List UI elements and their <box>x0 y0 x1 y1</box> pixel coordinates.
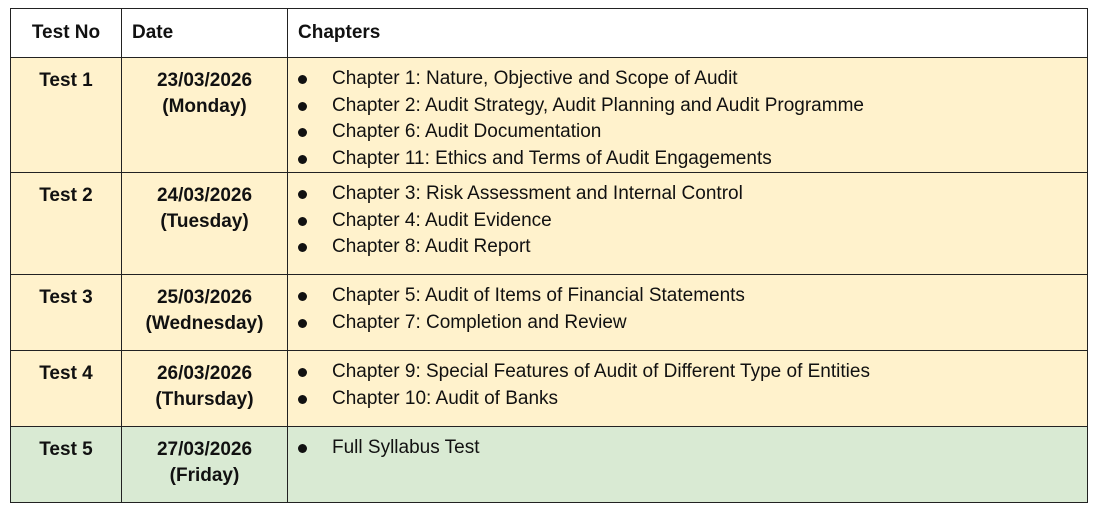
chapters-cell <box>288 173 1088 275</box>
chapter-item: Chapter 3: Risk Assessment and Internal Control <box>332 181 1087 208</box>
chapter-item: Chapter 8: Audit Report <box>332 234 1087 261</box>
day-text: (Wednesday) <box>145 313 264 334</box>
table-row-test-3 <box>11 275 1088 351</box>
date-cell <box>122 58 288 173</box>
date-cell <box>122 351 288 427</box>
table-row-test-4 <box>11 351 1088 427</box>
date-text: 26/03/2026 <box>156 363 253 384</box>
chapter-item: Chapter 4: Audit Evidence <box>332 208 1087 235</box>
chapter-item: Chapter 1: Nature, Objective and Scope of Audit <box>332 66 1087 93</box>
date-cell <box>122 173 288 275</box>
day-text: (Tuesday) <box>160 211 249 232</box>
chapter-item: Chapter 7: Completion and Review <box>332 310 1087 337</box>
chapters-cell <box>288 58 1088 173</box>
test-number-cell: Test 2 <box>11 173 122 275</box>
day-text: (Friday) <box>169 465 240 486</box>
date-text: 25/03/2026 <box>156 287 253 308</box>
day-text: (Thursday) <box>155 389 254 410</box>
chapter-item: Chapter 2: Audit Strategy, Audit Planning and Audit Programme <box>332 93 1087 120</box>
chapters-cell <box>288 275 1088 351</box>
chapter-item: Chapter 9: Special Features of Audit of Different Type of Entities <box>332 359 1087 386</box>
chapter-list <box>288 66 1087 172</box>
chapters-cell <box>288 351 1088 427</box>
schedule-container <box>10 8 1088 503</box>
chapter-list <box>288 359 1087 412</box>
chapter-list <box>288 181 1087 261</box>
test-number-cell: Test 3 <box>11 275 122 351</box>
header-row <box>11 9 1088 58</box>
test-number-cell: Test 1 <box>11 58 122 173</box>
chapter-list <box>288 283 1087 336</box>
chapter-item: Chapter 5: Audit of Items of Financial Statements <box>332 283 1087 310</box>
test-number-cell: Test 5 <box>11 427 122 503</box>
day-text: (Monday) <box>162 96 247 117</box>
date-text: 24/03/2026 <box>156 185 253 206</box>
chapter-item: Full Syllabus Test <box>332 435 1087 462</box>
chapters-cell <box>288 427 1088 503</box>
test-number-cell: Test 4 <box>11 351 122 427</box>
header-date: Date <box>122 9 288 58</box>
chapter-list <box>288 435 1087 462</box>
table-row-test-2 <box>11 173 1088 275</box>
date-cell <box>122 275 288 351</box>
chapter-item: Chapter 6: Audit Documentation <box>332 119 1087 146</box>
header-chapters: Chapters <box>288 9 1088 58</box>
date-cell <box>122 427 288 503</box>
chapter-item: Chapter 10: Audit of Banks <box>332 386 1087 413</box>
test-schedule-table <box>10 8 1088 503</box>
date-text: 27/03/2026 <box>156 439 253 460</box>
header-test-no: Test No <box>11 9 122 58</box>
table-row-test-1 <box>11 58 1088 173</box>
table-row-test-5 <box>11 427 1088 503</box>
date-text: 23/03/2026 <box>156 70 253 91</box>
chapter-item: Chapter 11: Ethics and Terms of Audit Engagements <box>332 146 1087 173</box>
